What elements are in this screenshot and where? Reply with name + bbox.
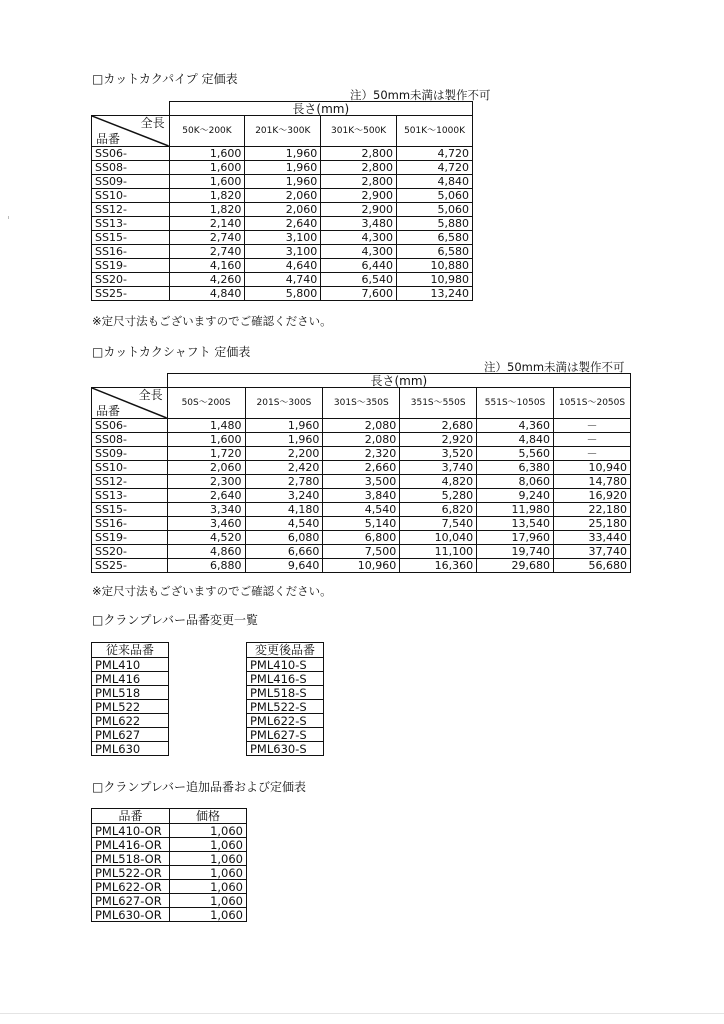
price-cell: 56,680 xyxy=(553,559,630,573)
price-cell: 4,300 xyxy=(321,231,397,245)
table-row xyxy=(92,658,169,672)
part-code-cell: PML627-S xyxy=(247,728,324,742)
change-section-heading: □クランプレバー品番変更一覧 xyxy=(92,613,259,627)
part-code-cell: SS08- xyxy=(92,433,168,447)
shaft-corner-cell xyxy=(92,388,168,419)
price-cell: 3,240 xyxy=(245,489,323,503)
price-cell: 3,100 xyxy=(245,231,321,245)
shaft-price-table xyxy=(91,373,631,573)
new-part-body xyxy=(247,658,324,756)
part-code-cell: PML622-OR xyxy=(92,880,170,894)
table-row xyxy=(92,475,631,489)
price-cell: 2,080 xyxy=(323,419,400,433)
shaft-min-length-note: 注）50mm未満は製作不可 xyxy=(484,360,625,374)
new-part-table xyxy=(246,642,324,756)
price-cell: 1,960 xyxy=(245,433,323,447)
part-code-cell: PML518 xyxy=(92,686,169,700)
shaft-range-header: 1051S～2050S xyxy=(553,388,630,419)
price-cell: 4,360 xyxy=(477,419,554,433)
table-row xyxy=(92,517,631,531)
price-cell: 4,300 xyxy=(321,245,397,259)
price-cell: 7,600 xyxy=(321,287,397,301)
part-code-cell: SS15- xyxy=(92,231,170,245)
price-cell: 1,960 xyxy=(245,419,323,433)
price-cell: 4,840 xyxy=(169,287,245,301)
shaft-section-heading: □カットカクシャフト 定価表 xyxy=(92,345,251,359)
price-cell: 37,740 xyxy=(553,545,630,559)
table-row xyxy=(92,433,631,447)
pipe-range-header: 50K～200K xyxy=(169,116,245,147)
price-cell: 10,960 xyxy=(323,559,400,573)
price-cell: 5,280 xyxy=(400,489,477,503)
price-cell: 22,180 xyxy=(553,503,630,517)
scan-mark xyxy=(8,216,9,219)
price-cell: 17,960 xyxy=(477,531,554,545)
price-cell: 1,480 xyxy=(167,419,245,433)
pipe-min-length-note: 注）50mm未満は製作不可 xyxy=(350,88,491,102)
price-cell: 2,420 xyxy=(245,461,323,475)
table-row xyxy=(92,838,247,852)
price-cell: 1,060 xyxy=(169,894,246,908)
price-cell: 2,140 xyxy=(169,217,245,231)
price-cell: 6,820 xyxy=(400,503,477,517)
part-code-cell: PML630-S xyxy=(247,742,324,756)
price-cell: 2,680 xyxy=(400,419,477,433)
price-cell: 10,880 xyxy=(397,259,473,273)
added-price-header: 価格 xyxy=(169,809,246,824)
part-code-cell: PML518-S xyxy=(247,686,324,700)
price-cell: 2,060 xyxy=(245,189,321,203)
table-row xyxy=(92,559,631,573)
price-cell: 1,820 xyxy=(169,189,245,203)
price-cell: 5,880 xyxy=(397,217,473,231)
price-cell: 4,720 xyxy=(397,161,473,175)
shaft-range-header: 50S～200S xyxy=(167,388,245,419)
price-cell: 4,160 xyxy=(169,259,245,273)
part-code-cell: SS09- xyxy=(92,447,168,461)
price-cell: 1,060 xyxy=(169,880,246,894)
table-row xyxy=(247,686,324,700)
part-code-cell: PML410 xyxy=(92,658,169,672)
new-part-header: 変更後品番 xyxy=(247,643,324,658)
price-cell: 4,820 xyxy=(400,475,477,489)
table-row xyxy=(92,545,631,559)
pipe-price-table xyxy=(91,101,473,301)
part-code-cell: SS25- xyxy=(92,287,170,301)
table-row xyxy=(247,658,324,672)
part-code-cell: PML416-OR xyxy=(92,838,170,852)
part-code-cell: SS06- xyxy=(92,147,170,161)
table-row xyxy=(92,503,631,517)
table-row xyxy=(92,686,169,700)
price-cell: 4,720 xyxy=(397,147,473,161)
price-cell: 6,580 xyxy=(397,231,473,245)
part-code-cell: PML416-S xyxy=(247,672,324,686)
part-code-cell: SS19- xyxy=(92,259,170,273)
price-cell: 6,660 xyxy=(245,545,323,559)
price-cell: 4,540 xyxy=(245,517,323,531)
table-row xyxy=(92,742,169,756)
part-code-cell: PML627-OR xyxy=(92,894,170,908)
table-row xyxy=(92,461,631,475)
price-cell: 2,740 xyxy=(169,231,245,245)
price-cell: 2,900 xyxy=(321,189,397,203)
price-cell: 4,840 xyxy=(477,433,554,447)
price-cell: 13,540 xyxy=(477,517,554,531)
price-cell: 1,600 xyxy=(169,161,245,175)
part-code-cell: SS09- xyxy=(92,175,170,189)
price-cell: 4,520 xyxy=(167,531,245,545)
price-cell: 7,500 xyxy=(323,545,400,559)
price-cell: 6,580 xyxy=(397,245,473,259)
price-cell: 5,140 xyxy=(323,517,400,531)
table-row xyxy=(92,245,473,259)
price-cell: 6,080 xyxy=(245,531,323,545)
pipe-range-header: 501K～1000K xyxy=(397,116,473,147)
part-code-cell: PML622-S xyxy=(247,714,324,728)
shaft-footnote: ※定尺寸法もございますのでご確認ください。 xyxy=(92,584,332,598)
price-cell: 3,460 xyxy=(167,517,245,531)
scan-mark xyxy=(0,1013,724,1014)
table-row xyxy=(92,287,473,301)
price-cell: － xyxy=(553,419,630,433)
part-code-cell: PML630 xyxy=(92,742,169,756)
corner-label-total-length: 全長 xyxy=(138,388,163,402)
price-cell: 1,060 xyxy=(169,824,246,838)
price-cell: 9,640 xyxy=(245,559,323,573)
part-code-cell: PML627 xyxy=(92,728,169,742)
price-cell: 3,480 xyxy=(321,217,397,231)
price-cell: 7,540 xyxy=(400,517,477,531)
price-cell: － xyxy=(553,433,630,447)
price-cell: 8,060 xyxy=(477,475,554,489)
part-code-cell: PML522 xyxy=(92,700,169,714)
part-code-cell: PML416 xyxy=(92,672,169,686)
part-code-cell: PML630-OR xyxy=(92,908,170,922)
price-cell: 6,540 xyxy=(321,273,397,287)
pipe-section-heading: □カットカクパイプ 定価表 xyxy=(92,72,238,86)
price-cell: 1,060 xyxy=(169,838,246,852)
table-row xyxy=(92,447,631,461)
part-code-cell: SS16- xyxy=(92,517,168,531)
price-cell: 1,960 xyxy=(245,175,321,189)
part-code-cell: PML410-OR xyxy=(92,824,170,838)
part-code-cell: SS13- xyxy=(92,217,170,231)
price-cell: 2,800 xyxy=(321,175,397,189)
price-cell: 1,820 xyxy=(169,203,245,217)
price-cell: 6,880 xyxy=(167,559,245,573)
price-cell: 19,740 xyxy=(477,545,554,559)
part-code-cell: SS16- xyxy=(92,245,170,259)
added-code-header: 品番 xyxy=(92,809,170,824)
price-cell: 5,800 xyxy=(245,287,321,301)
price-cell: 11,100 xyxy=(400,545,477,559)
pipe-table-body xyxy=(92,147,473,301)
part-code-cell: SS12- xyxy=(92,475,168,489)
part-code-cell: SS19- xyxy=(92,531,168,545)
price-cell: 6,440 xyxy=(321,259,397,273)
price-cell: 2,920 xyxy=(400,433,477,447)
price-cell: 4,840 xyxy=(397,175,473,189)
price-cell: 3,840 xyxy=(323,489,400,503)
price-cell: 25,180 xyxy=(553,517,630,531)
price-cell: 5,560 xyxy=(477,447,554,461)
table-row xyxy=(92,147,473,161)
added-price-table xyxy=(91,808,247,922)
price-cell: 10,040 xyxy=(400,531,477,545)
price-cell: 2,640 xyxy=(245,217,321,231)
price-cell: 6,800 xyxy=(323,531,400,545)
price-cell: 4,180 xyxy=(245,503,323,517)
added-table-body xyxy=(92,824,247,922)
table-row xyxy=(92,728,169,742)
part-code-cell: PML622 xyxy=(92,714,169,728)
price-cell: 10,940 xyxy=(553,461,630,475)
table-blank-cell xyxy=(92,102,170,116)
pipe-footnote: ※定尺寸法もございますのでご確認ください。 xyxy=(92,314,332,328)
table-row xyxy=(92,866,247,880)
price-cell: 1,600 xyxy=(169,175,245,189)
table-row xyxy=(92,714,169,728)
price-cell: 13,240 xyxy=(397,287,473,301)
price-cell: 9,240 xyxy=(477,489,554,503)
price-cell: 3,500 xyxy=(323,475,400,489)
shaft-range-header: 301S～350S xyxy=(323,388,400,419)
price-cell: 2,060 xyxy=(245,203,321,217)
price-cell: 5,060 xyxy=(397,189,473,203)
table-row xyxy=(247,728,324,742)
price-cell: 6,380 xyxy=(477,461,554,475)
table-row xyxy=(92,908,247,922)
table-row xyxy=(92,259,473,273)
price-cell: 2,300 xyxy=(167,475,245,489)
price-cell: 4,260 xyxy=(169,273,245,287)
price-cell: 16,920 xyxy=(553,489,630,503)
table-row xyxy=(92,175,473,189)
price-cell: 4,540 xyxy=(323,503,400,517)
table-row xyxy=(92,489,631,503)
table-row xyxy=(92,203,473,217)
price-cell: 3,100 xyxy=(245,245,321,259)
shaft-length-header: 長さ(mm) xyxy=(167,374,630,388)
pipe-range-header: 201K～300K xyxy=(245,116,321,147)
price-cell: 1,060 xyxy=(169,866,246,880)
price-cell: 1,720 xyxy=(167,447,245,461)
shaft-range-header: 201S～300S xyxy=(245,388,323,419)
table-row xyxy=(247,714,324,728)
added-section-heading: □クランプレバー追加品番および定価表 xyxy=(92,780,307,794)
price-cell: 10,980 xyxy=(397,273,473,287)
table-row xyxy=(247,742,324,756)
price-cell: 1,060 xyxy=(169,852,246,866)
part-code-cell: SS06- xyxy=(92,419,168,433)
part-code-cell: SS10- xyxy=(92,189,170,203)
part-code-cell: PML410-S xyxy=(247,658,324,672)
price-cell: － xyxy=(553,447,630,461)
table-row xyxy=(92,419,631,433)
price-cell: 2,800 xyxy=(321,161,397,175)
part-code-cell: SS25- xyxy=(92,559,168,573)
price-cell: 29,680 xyxy=(477,559,554,573)
old-part-table xyxy=(91,642,169,756)
price-cell: 1,960 xyxy=(245,147,321,161)
pipe-corner-cell xyxy=(92,116,170,147)
price-cell: 2,060 xyxy=(167,461,245,475)
old-part-body xyxy=(92,658,169,756)
price-cell: 2,660 xyxy=(323,461,400,475)
table-row xyxy=(92,217,473,231)
table-row xyxy=(92,880,247,894)
part-code-cell: SS15- xyxy=(92,503,168,517)
price-cell: 2,640 xyxy=(167,489,245,503)
price-cell: 33,440 xyxy=(553,531,630,545)
price-cell: 16,360 xyxy=(400,559,477,573)
table-row xyxy=(247,700,324,714)
table-row xyxy=(92,700,169,714)
pipe-length-header: 長さ(mm) xyxy=(169,102,472,116)
table-row xyxy=(92,273,473,287)
table-row xyxy=(92,231,473,245)
table-row xyxy=(92,531,631,545)
table-row xyxy=(92,824,247,838)
table-row xyxy=(92,161,473,175)
price-cell: 5,060 xyxy=(397,203,473,217)
table-row xyxy=(92,189,473,203)
price-cell: 1,600 xyxy=(169,147,245,161)
price-cell: 2,900 xyxy=(321,203,397,217)
shaft-table-body xyxy=(92,419,631,573)
price-cell: 2,320 xyxy=(323,447,400,461)
price-cell: 1,600 xyxy=(167,433,245,447)
price-cell: 3,340 xyxy=(167,503,245,517)
part-code-cell: SS08- xyxy=(92,161,170,175)
price-cell: 1,060 xyxy=(169,908,246,922)
old-part-header: 従来品番 xyxy=(92,643,169,658)
part-code-cell: SS12- xyxy=(92,203,170,217)
price-cell: 11,980 xyxy=(477,503,554,517)
price-cell: 2,200 xyxy=(245,447,323,461)
table-row xyxy=(92,894,247,908)
part-code-cell: SS13- xyxy=(92,489,168,503)
price-cell: 2,740 xyxy=(169,245,245,259)
price-cell: 4,640 xyxy=(245,259,321,273)
part-code-cell: PML518-OR xyxy=(92,852,170,866)
shaft-range-header: 351S～550S xyxy=(400,388,477,419)
price-cell: 3,520 xyxy=(400,447,477,461)
price-cell: 4,740 xyxy=(245,273,321,287)
part-code-cell: PML522-OR xyxy=(92,866,170,880)
corner-label-total-length: 全長 xyxy=(140,116,165,130)
price-cell: 4,860 xyxy=(167,545,245,559)
corner-label-part-no: 品番 xyxy=(96,132,121,146)
part-code-cell: SS20- xyxy=(92,545,168,559)
price-cell: 3,740 xyxy=(400,461,477,475)
shaft-range-header: 551S～1050S xyxy=(477,388,554,419)
price-cell: 1,960 xyxy=(245,161,321,175)
part-code-cell: SS20- xyxy=(92,273,170,287)
table-blank-cell xyxy=(92,374,168,388)
corner-label-part-no: 品番 xyxy=(96,404,121,418)
price-cell: 2,780 xyxy=(245,475,323,489)
pipe-range-header: 301K～500K xyxy=(321,116,397,147)
price-cell: 14,780 xyxy=(553,475,630,489)
part-code-cell: PML522-S xyxy=(247,700,324,714)
price-cell: 2,800 xyxy=(321,147,397,161)
table-row xyxy=(92,672,169,686)
table-row xyxy=(92,852,247,866)
part-code-cell: SS10- xyxy=(92,461,168,475)
table-row xyxy=(247,672,324,686)
price-cell: 2,080 xyxy=(323,433,400,447)
